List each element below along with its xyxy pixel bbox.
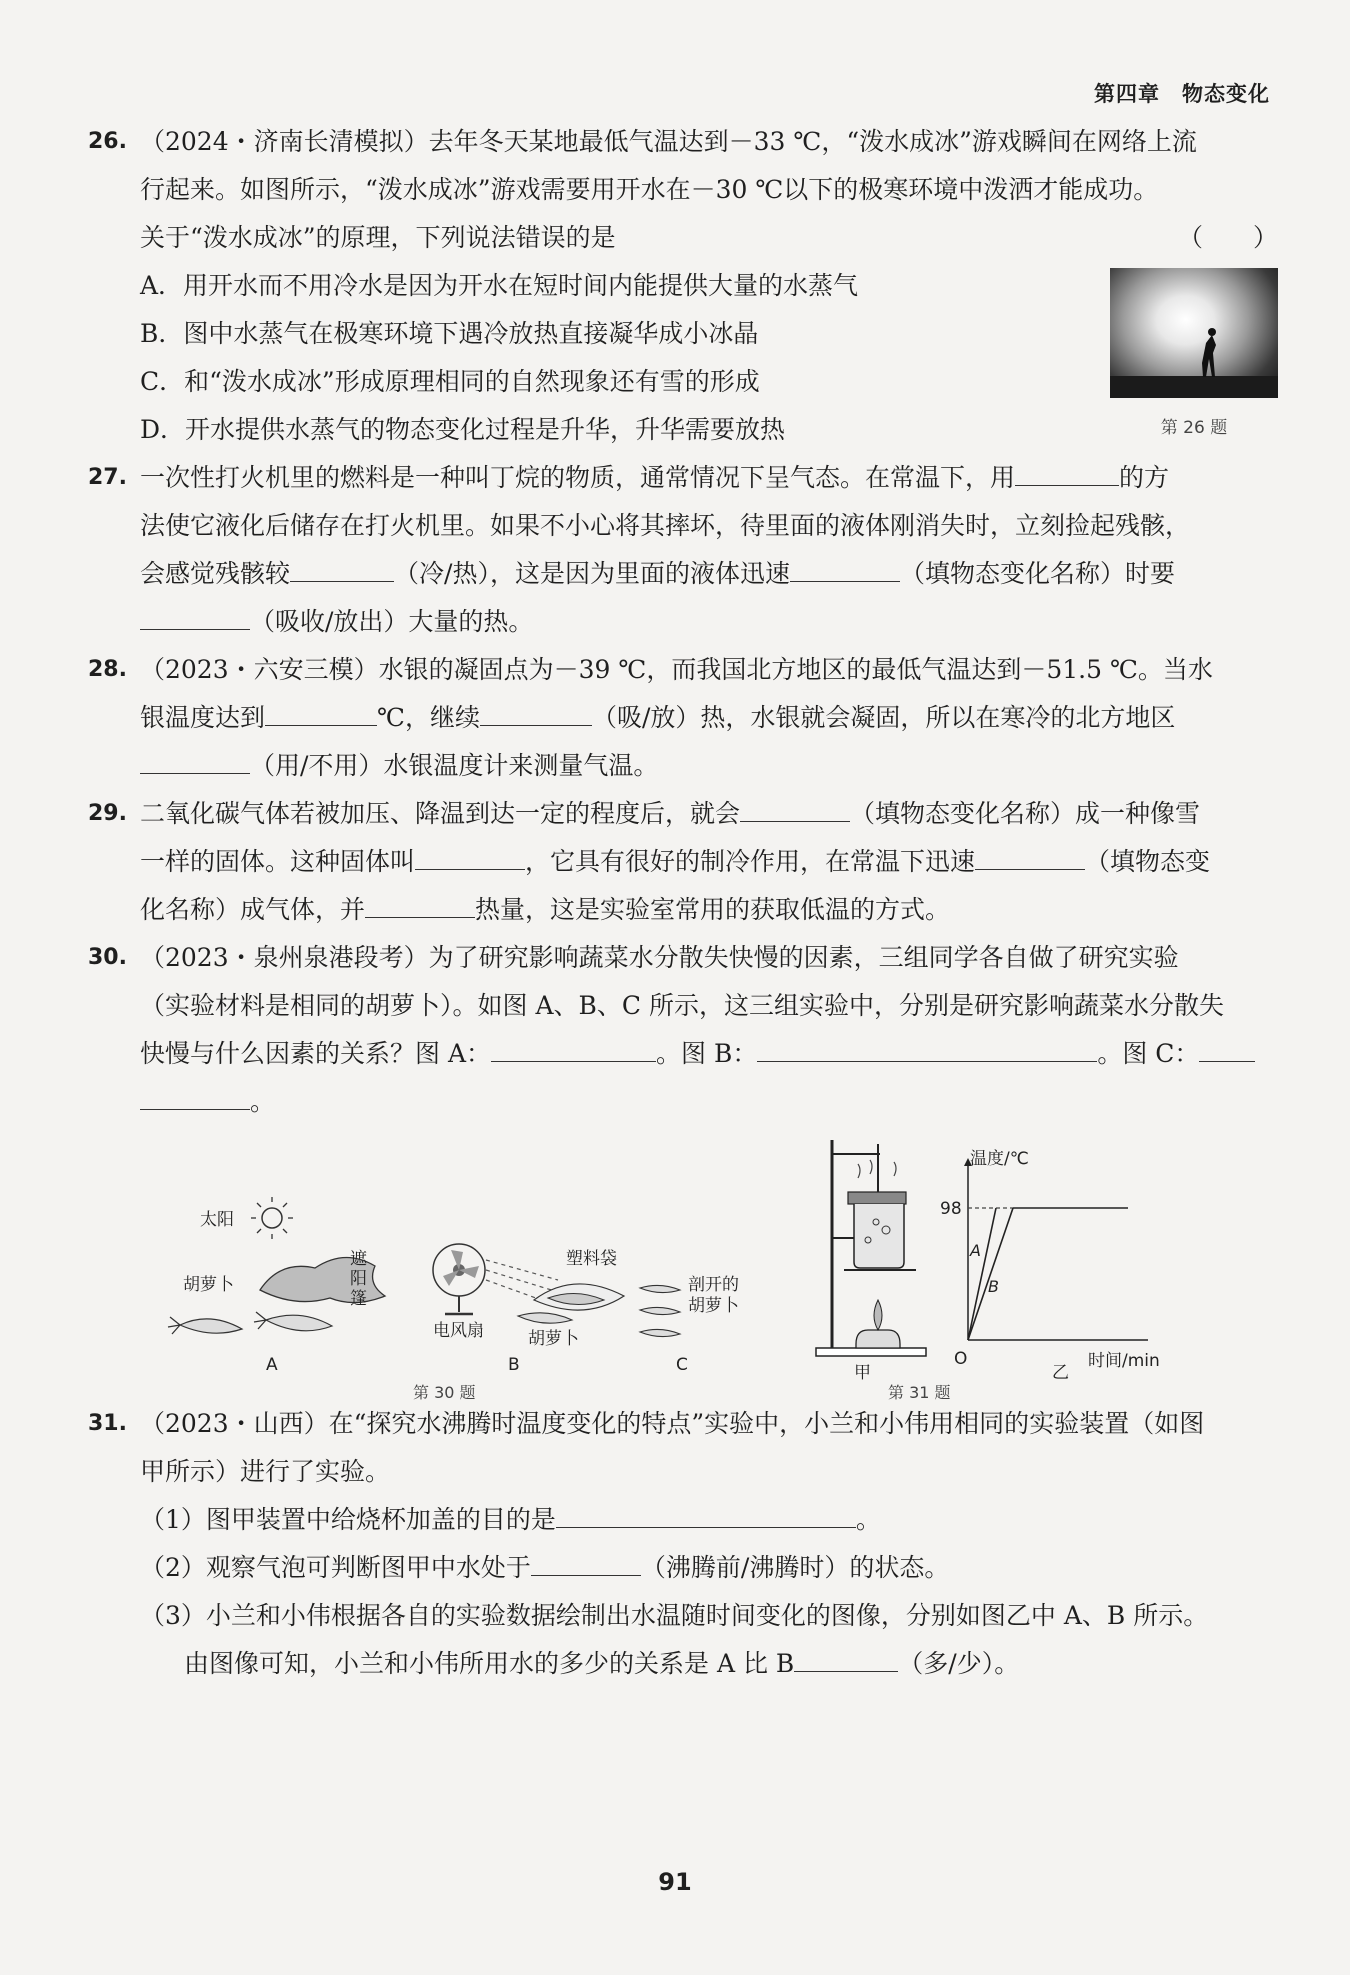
- question-text: 甲所示）进行了实验。: [140, 1457, 391, 1486]
- answer-blank[interactable]: [790, 557, 900, 582]
- question-text: （冷/热），这是因为里面的液体迅速: [394, 559, 790, 588]
- question-number: 31.: [88, 1411, 127, 1436]
- line-a-label: A: [970, 1241, 981, 1260]
- carrot-label: 胡萝卜: [528, 1329, 579, 1349]
- question-text: （填物态变化名称）成一种像雪: [850, 799, 1201, 828]
- answer-blank[interactable]: [365, 893, 475, 918]
- chapter-header: 第四章 物态变化: [1094, 82, 1270, 106]
- question-text: （用/不用）水银温度计来测量气温。: [250, 751, 659, 780]
- carrot-icon: [518, 1313, 572, 1323]
- answer-blank[interactable]: [140, 749, 250, 774]
- figure-caption: 第 30 题: [413, 1383, 476, 1400]
- line-b-label: B: [988, 1277, 999, 1296]
- question-text: （吸收/放出）大量的热。: [250, 607, 534, 636]
- line-a: [968, 1208, 996, 1340]
- question-text: 化名称）成气体，并: [140, 895, 366, 924]
- question-text: 。: [855, 1505, 881, 1534]
- option-a[interactable]: A．用开水而不用冷水是因为开水在短时间内能提供大量的水蒸气: [140, 271, 859, 300]
- question-text: （填物态变: [1085, 847, 1211, 876]
- figure-label-yi: 乙: [1052, 1363, 1069, 1383]
- answer-blank[interactable]: [1015, 461, 1119, 486]
- line-b: [968, 1208, 1013, 1340]
- shade-label: 阳: [350, 1269, 367, 1289]
- option-c[interactable]: C．和“泼水成冰”形成原理相同的自然现象还有雪的形成: [140, 367, 760, 396]
- answer-blank[interactable]: [1199, 1037, 1255, 1062]
- carrot-icon: [266, 1315, 332, 1331]
- question-text: （多/少）。: [898, 1649, 1020, 1678]
- figure-label-a: A: [266, 1355, 278, 1375]
- question-31: [88, 1400, 1278, 1688]
- question-text: 银温度达到: [140, 703, 266, 732]
- answer-blank[interactable]: [740, 797, 850, 822]
- experiment-figures: [88, 1130, 1278, 1400]
- answer-blank[interactable]: [556, 1503, 856, 1528]
- sub-question-1: （1）图甲装置中给烧杯加盖的目的是: [140, 1505, 556, 1534]
- answer-blank[interactable]: [290, 557, 394, 582]
- question-text: ℃，继续: [377, 703, 480, 732]
- answer-blank[interactable]: [480, 701, 592, 726]
- figure-31-graph: [940, 1149, 1160, 1383]
- shade-label: 遮: [350, 1249, 367, 1269]
- origin-label: O: [954, 1349, 968, 1369]
- figure-label-c: C: [676, 1355, 688, 1375]
- question-text: （沸腾前/沸腾时）的状态。: [640, 1553, 950, 1582]
- question-text: 快慢与什么因素的关系？图 A：: [140, 1039, 492, 1068]
- question-text: 会感觉残骸较: [140, 559, 291, 588]
- figure-26: [1110, 268, 1278, 452]
- question-number: 30.: [88, 945, 127, 970]
- question-27: [88, 454, 1278, 646]
- question-text: （填物态变化名称）时要: [899, 559, 1175, 588]
- figure-30-b: [433, 1244, 624, 1375]
- option-b[interactable]: B．图中水蒸气在极寒环境下遇冷放热直接凝华成小冰晶: [140, 319, 759, 348]
- carrot-icon: [640, 1307, 680, 1314]
- answer-blank[interactable]: [491, 1037, 656, 1062]
- question-text: 的方: [1119, 463, 1170, 492]
- question-text: （吸/放）热，水银就会凝固，所以在寒冷的北方地区: [591, 703, 1176, 732]
- question-30: [88, 934, 1278, 1126]
- bag-label: 塑料袋: [566, 1249, 617, 1269]
- carrot-icon: [640, 1329, 680, 1336]
- question-text: 。: [250, 1087, 276, 1116]
- y-axis-label: 温度/℃: [970, 1149, 1029, 1169]
- question-text: 法使它液化后储存在打火机里。如果不小心将其摔坏，待里面的液体刚消失时，立刻捡起残骸，: [140, 511, 1191, 540]
- answer-blank[interactable]: [794, 1647, 898, 1672]
- question-text: （实验材料是相同的胡萝卜）。如图 A、B、C 所示，这三组实验中，分别是研究影响蔬菜水分散失: [140, 991, 1224, 1020]
- alcohol-lamp-icon: [856, 1330, 900, 1348]
- figure-caption: 第 31 题: [888, 1383, 951, 1400]
- question-text: ，它具有很好的制冷作用，在常温下迅速: [525, 847, 976, 876]
- answer-blank[interactable]: [531, 1551, 641, 1576]
- splash-ice-photo: [1110, 268, 1278, 398]
- question-number: 29.: [88, 801, 127, 826]
- sun-label: 太阳: [200, 1210, 234, 1230]
- beaker-icon: [854, 1204, 904, 1268]
- question-number: 27.: [88, 465, 127, 490]
- question-text-line: 行起来。如图所示，“泼水成冰”游戏需要用开水在－30 ℃以下的极寒环境中泼洒才能成功。: [140, 175, 1159, 204]
- answer-blank[interactable]: [415, 845, 525, 870]
- fan-label: 电风扇: [433, 1321, 484, 1341]
- answer-blank[interactable]: [140, 1085, 250, 1110]
- answer-blank[interactable]: [757, 1037, 1097, 1062]
- question-text-line: 关于“泼水成冰”的原理，下列说法错误的是: [140, 223, 616, 252]
- question-text: 由图像可知，小兰和小伟所用水的多少的关系是 A 比 B: [184, 1649, 795, 1678]
- question-text: 一次性打火机里的燃料是一种叫丁烷的物质，通常情况下呈气态。在常温下，用: [140, 463, 1016, 492]
- question-text: （2023・泉州泉港段考）为了研究影响蔬菜水分散失快慢的因素，三组同学各自做了研究实验: [140, 943, 1179, 972]
- sub-question-3: （3）小兰和小伟根据各自的实验数据绘制出水温随时间变化的图像，分别如图乙中 A、B 所示。: [140, 1601, 1209, 1630]
- answer-blank[interactable]: [975, 845, 1085, 870]
- question-number: 28.: [88, 657, 127, 682]
- tick-98-label: 98: [940, 1199, 962, 1219]
- figure-label-jia: 甲: [854, 1363, 871, 1383]
- answer-parentheses[interactable]: （ ）: [1177, 223, 1278, 252]
- page-number: 91: [658, 1868, 692, 1896]
- figure-label-b: B: [508, 1355, 520, 1375]
- question-text-line: （2024・济南长清模拟）去年冬天某地最低气温达到－33 ℃，“泼水成冰”游戏瞬间在网络上流: [140, 127, 1197, 156]
- carrot-icon: [180, 1319, 242, 1333]
- question-text: 。图 B：: [656, 1039, 758, 1068]
- question-text: 二氧化碳气体若被加压、降温到达一定的程度后，就会: [140, 799, 741, 828]
- shade-label: 篷: [350, 1289, 367, 1309]
- figure-caption: 第 26 题: [1160, 418, 1228, 438]
- sub-question-2: （2）观察气泡可判断图甲中水处于: [140, 1553, 531, 1582]
- carrot-icon: [640, 1285, 680, 1292]
- question-list: [88, 118, 1278, 1688]
- question-text: （2023・山西）在“探究水沸腾时温度变化的特点”实验中，小兰和小伟用相同的实验装置（如图: [140, 1409, 1205, 1438]
- question-text: 。图 C：: [1097, 1039, 1200, 1068]
- cut-carrot-label: 胡萝卜: [688, 1296, 739, 1316]
- answer-blank[interactable]: [140, 605, 250, 630]
- question-text: （2023・六安三模）水银的凝固点为－39 ℃，而我国北方地区的最低气温达到－51.5 ℃。当水: [140, 655, 1213, 684]
- figure-31-apparatus: [816, 1140, 926, 1383]
- figure-30-a: [168, 1197, 385, 1375]
- question-26: [88, 118, 1278, 454]
- question-text: 热量，这是实验室常用的获取低温的方式。: [475, 895, 951, 924]
- question-text: 一样的固体。这种固体叫: [140, 847, 416, 876]
- figures-30-31: [88, 1130, 1278, 1400]
- cut-carrot-label: 剖开的: [688, 1275, 739, 1295]
- option-d[interactable]: D．开水提供水蒸气的物态变化过程是升华，升华需要放热: [140, 415, 786, 444]
- answer-blank[interactable]: [265, 701, 377, 726]
- x-axis-label: 时间/min: [1088, 1351, 1160, 1371]
- carrot-label: 胡萝卜: [183, 1275, 234, 1295]
- question-number: 26.: [88, 129, 127, 154]
- figure-30-c: [640, 1275, 739, 1375]
- question-28: [88, 646, 1278, 790]
- question-29: [88, 790, 1278, 934]
